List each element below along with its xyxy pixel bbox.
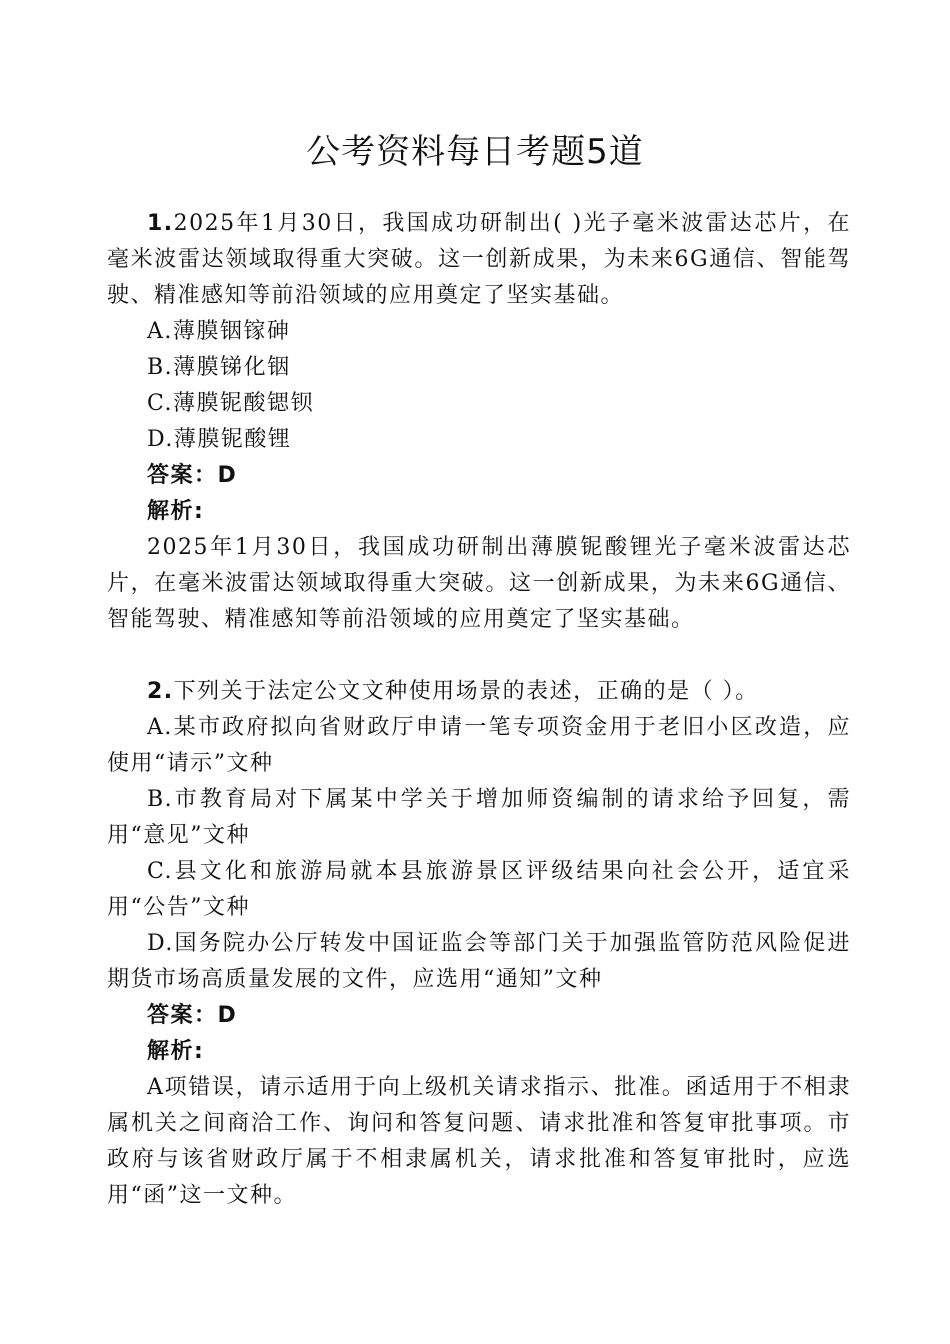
question-1-option-c: C.薄膜铌酸锶钡 bbox=[147, 391, 315, 416]
question-2-stem bbox=[107, 674, 851, 710]
question-2-option-c: C.县文化和旅游局就本县旅游景区评级结果向社会公开，适宜采用“公告”文种 bbox=[107, 859, 851, 920]
question-1-analysis-label: 解析: bbox=[147, 499, 205, 524]
question-2-analysis: A项错误，请示适用于向上级机关请求指示、批准。函适用于不相隶属机关之间商洽工作、询问和答复问题、请求批准和答复审批事项。市政府与该省财政厅属于不相隶属机关，请求批准和答复审批时，应选用“函”这一文种。 bbox=[107, 1075, 851, 1208]
question-separator bbox=[107, 638, 851, 674]
question-1-text: 2025年1月30日，我国成功研制出( )光子毫米波雷达芯片，在毫米波雷达领域取得重大突破。这一创新成果，为未来6G通信、智能驾驶、精准感知等前沿领域的应用奠定了坚实基础。 bbox=[107, 211, 851, 308]
page-title: 公考资料每日考题5道 bbox=[306, 132, 644, 172]
document-body bbox=[107, 206, 851, 1214]
question-2-answer: 答案：D bbox=[147, 1003, 238, 1028]
question-1-number: 1. bbox=[147, 211, 174, 236]
question-1-option-d: D.薄膜铌酸锂 bbox=[147, 427, 292, 452]
question-2-option-d: D.国务院办公厅转发中国证监会等部门关于加强监管防范风险促进期货市场高质量发展的文件，应选用“通知”文种 bbox=[107, 931, 851, 992]
question-1-answer: 答案：D bbox=[147, 463, 238, 488]
question-2-number: 2. bbox=[147, 679, 174, 704]
question-1-stem bbox=[107, 206, 851, 314]
question-2-text: 下列关于法定公文文种使用场景的表述，正确的是（ ）。 bbox=[173, 679, 759, 704]
question-2-option-b: B.市教育局对下属某中学关于增加师资编制的请求给予回复，需用“意见”文种 bbox=[107, 787, 851, 848]
question-1-analysis: 2025年1月30日，我国成功研制出薄膜铌酸锂光子毫米波雷达芯片，在毫米波雷达领域取得重大突破。这一创新成果，为未来6G通信、智能驾驶、精准感知等前沿领域的应用奠定了坚实基础。 bbox=[107, 535, 851, 632]
question-2-analysis-label: 解析: bbox=[147, 1039, 205, 1064]
question-1-option-b: B.薄膜锑化铟 bbox=[147, 355, 291, 380]
question-2-option-a: A.某市政府拟向省财政厅申请一笔专项资金用于老旧小区改造，应使用“请示”文种 bbox=[107, 715, 851, 776]
question-1-option-a: A.薄膜铟镓砷 bbox=[147, 319, 291, 344]
